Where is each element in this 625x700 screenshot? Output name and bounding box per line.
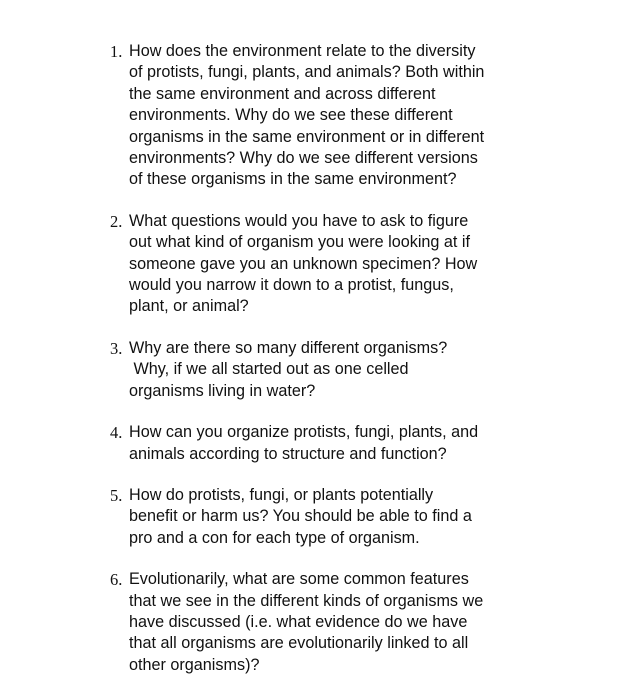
question-5 <box>110 485 550 549</box>
question-number: 2. <box>110 211 123 231</box>
question-text-line: out what kind of organism you were looking at if <box>129 233 471 252</box>
question-number: 3. <box>110 338 123 358</box>
question-text-line: Why, if we all started out as one celled <box>129 360 409 379</box>
question-4 <box>110 422 550 465</box>
question-text-line: organisms living in water? <box>129 381 316 400</box>
question-number: 5. <box>110 485 123 505</box>
question-number: 6. <box>110 570 123 590</box>
question-text-line: animals according to structure and function? <box>129 444 447 463</box>
question-text-line: pro and a con for each type of organism. <box>129 528 420 547</box>
question-text-line: environments. Why do we see these different <box>129 106 453 125</box>
question-text-line: other organisms)? <box>129 655 260 674</box>
question-number: 4. <box>110 423 123 443</box>
question-text-line: benefit or harm us? You should be able to find a <box>129 507 472 526</box>
question-1 <box>110 41 550 191</box>
question-list <box>110 41 550 676</box>
question-text-line: How does the environment relate to the diversity <box>129 42 476 60</box>
question-text-line: Why are there so many different organisms? <box>129 338 448 357</box>
question-text-line: the same environment and across different <box>129 84 436 103</box>
question-text-line: What questions would you have to ask to figure <box>129 211 469 230</box>
question-text-line: someone gave you an unknown specimen? How <box>129 254 478 273</box>
question-text-line: plant, or animal? <box>129 297 249 316</box>
question-6 <box>110 569 550 676</box>
question-2 <box>110 211 550 318</box>
question-text-line: Evolutionarily, what are some common features <box>129 570 469 589</box>
question-text-line: that we see in the different kinds of organisms we <box>129 591 484 610</box>
question-number: 1. <box>110 42 123 61</box>
question-text-line: How can you organize protists, fungi, plants, and <box>129 423 479 442</box>
question-text-line: have discussed (i.e. what evidence do we have <box>129 612 468 631</box>
question-text-line: would you narrow it down to a protist, fungus, <box>129 276 454 295</box>
question-text-line: environments? Why do we see different versions <box>129 149 478 168</box>
question-text-line: How do protists, fungi, or plants potentially <box>129 485 434 504</box>
question-text-line: of protists, fungi, plants, and animals? Both within <box>129 63 485 82</box>
question-text-line: that all organisms are evolutionarily linked to all <box>129 634 469 653</box>
question-text-line: of these organisms in the same environment? <box>129 170 457 189</box>
question-3 <box>110 338 550 402</box>
question-text-line: organisms in the same environment or in different <box>129 127 485 146</box>
